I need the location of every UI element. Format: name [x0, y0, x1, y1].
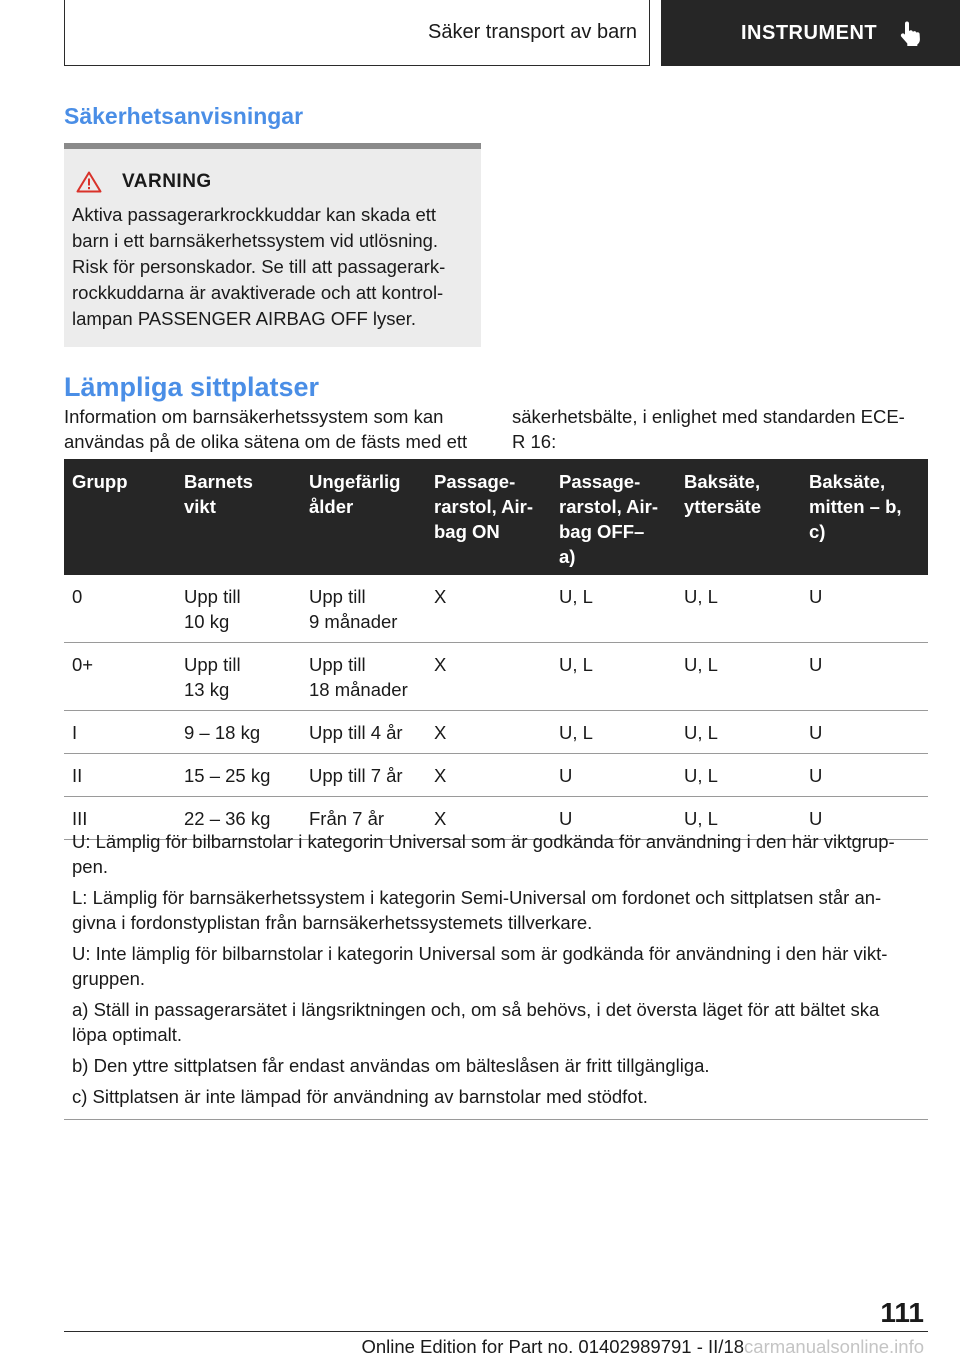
- table-cell: [176, 652, 301, 702]
- table-note: [72, 997, 920, 1047]
- chapter-tab: [661, 0, 960, 66]
- intro-line: användas på de olika sätena om de fästs med ett: [64, 431, 468, 452]
- table-note: [72, 1084, 920, 1109]
- cell-line: mitten – b,: [809, 496, 902, 517]
- cell-line: ålder: [309, 496, 354, 517]
- intro-line: Information om barnsäkerhetssystem som kan: [64, 406, 444, 427]
- cell-line: U: [809, 654, 823, 675]
- cell-line: Upp till: [309, 654, 366, 675]
- table-row: [64, 711, 928, 754]
- warning-box: [64, 143, 481, 347]
- cell-line: 18 månader: [309, 679, 408, 700]
- cell-line: X: [434, 808, 447, 829]
- table-cell: [301, 584, 426, 634]
- cell-line: Upp till: [184, 586, 241, 607]
- cell-line: U: [809, 722, 823, 743]
- warning-triangle-icon: [76, 171, 102, 193]
- cell-line: Barnets: [184, 471, 253, 492]
- column-header: [301, 469, 426, 575]
- cell-line: U, L: [559, 722, 593, 743]
- warning-line: rockkuddarna är avaktiverade och att kontrol-: [72, 282, 444, 303]
- cell-line: Upp till 7 år: [309, 765, 403, 786]
- watermark-text: carmanualsonline.info: [744, 1336, 924, 1357]
- table-note: [72, 941, 920, 991]
- table-cell: [301, 652, 426, 702]
- cell-line: U: [559, 765, 573, 786]
- cell-line: U: [809, 765, 823, 786]
- intro-text-left: [64, 404, 484, 454]
- cell-line: pen.: [72, 856, 109, 877]
- page-number: 111: [880, 1297, 924, 1328]
- cell-line: 0+: [72, 654, 94, 675]
- table-cell: [64, 652, 176, 702]
- table-cell: [676, 652, 801, 702]
- table-row: [64, 643, 928, 711]
- table-header-row: [64, 459, 928, 575]
- cell-line: Passage-: [559, 471, 641, 492]
- cell-line: a) Ställ in passagerarsätet i längsriktningen och, om så behövs, i det översta läget för att bältet ska: [72, 999, 880, 1020]
- cell-line: givna i fordonstyplistan från barnsäkerhetssystemets tillverkare.: [72, 912, 593, 933]
- safety-section-title: Säkerhetsanvisningar: [64, 103, 304, 129]
- cell-line: Baksäte,: [809, 471, 886, 492]
- cell-line: Baksäte,: [684, 471, 761, 492]
- cell-line: Från 7 år: [309, 808, 385, 829]
- cell-line: 9 – 18 kg: [184, 722, 261, 743]
- table-cell: [64, 720, 176, 745]
- cell-line: U: [809, 808, 823, 829]
- footer-divider: [64, 1331, 928, 1332]
- intro-text-right: [512, 404, 928, 454]
- cell-line: rarstol, Air-: [559, 496, 659, 517]
- cell-line: U, L: [559, 654, 593, 675]
- column-header: [551, 469, 676, 575]
- cell-line: 22 – 36 kg: [184, 808, 271, 829]
- hand-pointer-icon: [899, 20, 921, 46]
- table-notes: [64, 823, 928, 1120]
- table-cell: [301, 720, 426, 745]
- cell-line: 9 månader: [309, 611, 398, 632]
- table-cell: [64, 763, 176, 788]
- cell-line: Upp till: [184, 654, 241, 675]
- cell-line: b) Den yttre sittplatsen får endast användas om bälteslåsen är fritt tillgängliga.: [72, 1055, 710, 1076]
- cell-line: U, L: [684, 654, 718, 675]
- table-cell: [176, 584, 301, 634]
- table-cell: [676, 720, 801, 745]
- table-cell: [551, 763, 676, 788]
- column-header: [676, 469, 801, 575]
- cell-line: 15 – 25 kg: [184, 765, 271, 786]
- cell-line: bag OFF–: [559, 521, 645, 542]
- edition-text: Online Edition for Part no. 01402989791 - II/18: [361, 1336, 745, 1357]
- table-cell: [426, 652, 551, 702]
- table-row: [64, 575, 928, 643]
- cell-line: vikt: [184, 496, 216, 517]
- table-cell: [64, 584, 176, 634]
- warning-line: barn i ett barnsäkerhetssystem vid utlösning.: [72, 230, 439, 251]
- cell-line: löpa optimalt.: [72, 1024, 183, 1045]
- cell-line: 10 kg: [184, 611, 230, 632]
- seating-table: [64, 459, 928, 840]
- warning-text: [72, 202, 473, 332]
- cell-line: c): [809, 521, 826, 542]
- column-header: [801, 469, 928, 575]
- cell-line: U, L: [684, 586, 718, 607]
- warning-label: VARNING: [122, 171, 212, 192]
- cell-line: 13 kg: [184, 679, 230, 700]
- cell-line: Ungefärlig: [309, 471, 401, 492]
- chapter-label: INSTRUMENT: [741, 21, 878, 44]
- cell-line: X: [434, 654, 447, 675]
- cell-line: c) Sittplatsen är inte lämpad för användning av barnstolar med stödfot.: [72, 1086, 648, 1107]
- section-label: Säker transport av barn: [428, 21, 637, 43]
- cell-line: III: [72, 808, 88, 829]
- table-cell: [301, 763, 426, 788]
- table-body: [64, 575, 928, 840]
- column-header: [176, 469, 301, 575]
- table-cell: [176, 763, 301, 788]
- table-note: [72, 1053, 920, 1078]
- table-cell: [801, 652, 928, 702]
- cell-line: X: [434, 586, 447, 607]
- cell-line: U, L: [684, 722, 718, 743]
- cell-line: X: [434, 765, 447, 786]
- table-cell: [426, 584, 551, 634]
- seats-section-title: Lämpliga sittplatser: [64, 372, 320, 402]
- table-note: [72, 885, 920, 935]
- table-cell: [551, 720, 676, 745]
- cell-line: L: Lämplig för barnsäkerhetssystem i kategorin Semi-Universal om fordonet och sittplatsen står an-: [72, 887, 882, 908]
- table-cell: [551, 584, 676, 634]
- table-cell: [801, 763, 928, 788]
- table-note: [72, 829, 920, 879]
- warning-line: Risk för personskador. Se till att passagerark-: [72, 256, 446, 277]
- table-cell: [426, 763, 551, 788]
- table-cell: [801, 720, 928, 745]
- column-header: [426, 469, 551, 575]
- cell-line: U: [559, 808, 573, 829]
- cell-line: bag ON: [434, 521, 500, 542]
- cell-line: Passage-: [434, 471, 516, 492]
- cell-line: X: [434, 722, 447, 743]
- cell-line: U, L: [559, 586, 593, 607]
- table-cell: [676, 584, 801, 634]
- table-row: [64, 754, 928, 797]
- cell-line: U: Lämplig för bilbarnstolar i kategorin Universal som är godkända för användning i den här viktgrup-: [72, 831, 895, 852]
- cell-line: Upp till 4 år: [309, 722, 403, 743]
- page-header: [64, 0, 960, 66]
- cell-line: U: [809, 586, 823, 607]
- table-cell: [801, 584, 928, 634]
- page-footer: [361, 1336, 924, 1358]
- table-cell: [176, 720, 301, 745]
- section-tab: [64, 0, 650, 66]
- cell-line: Upp till: [309, 586, 366, 607]
- cell-line: a): [559, 546, 576, 567]
- cell-line: I: [72, 722, 78, 743]
- table-cell: [426, 720, 551, 745]
- cell-line: U, L: [684, 765, 718, 786]
- cell-line: 0: [72, 586, 83, 607]
- cell-line: gruppen.: [72, 968, 146, 989]
- warning-line: lampan PASSENGER AIRBAG OFF lyser.: [72, 308, 417, 329]
- cell-line: U, L: [684, 808, 718, 829]
- warning-line: Aktiva passagerarkrockkuddar kan skada ett: [72, 204, 437, 225]
- cell-line: yttersäte: [684, 496, 762, 517]
- table-cell: [676, 763, 801, 788]
- cell-line: U: Inte lämplig för bilbarnstolar i kategorin Universal som är godkända för användning i den här vikt-: [72, 943, 888, 964]
- cell-line: Grupp: [72, 471, 128, 492]
- intro-line: säkerhetsbälte, i enlighet med standarden ECE-: [512, 406, 905, 427]
- cell-line: II: [72, 765, 83, 786]
- table-cell: [551, 652, 676, 702]
- column-header: [64, 469, 176, 575]
- intro-line: R 16:: [512, 431, 557, 452]
- warning-heading: [72, 171, 473, 193]
- cell-line: rarstol, Air-: [434, 496, 534, 517]
